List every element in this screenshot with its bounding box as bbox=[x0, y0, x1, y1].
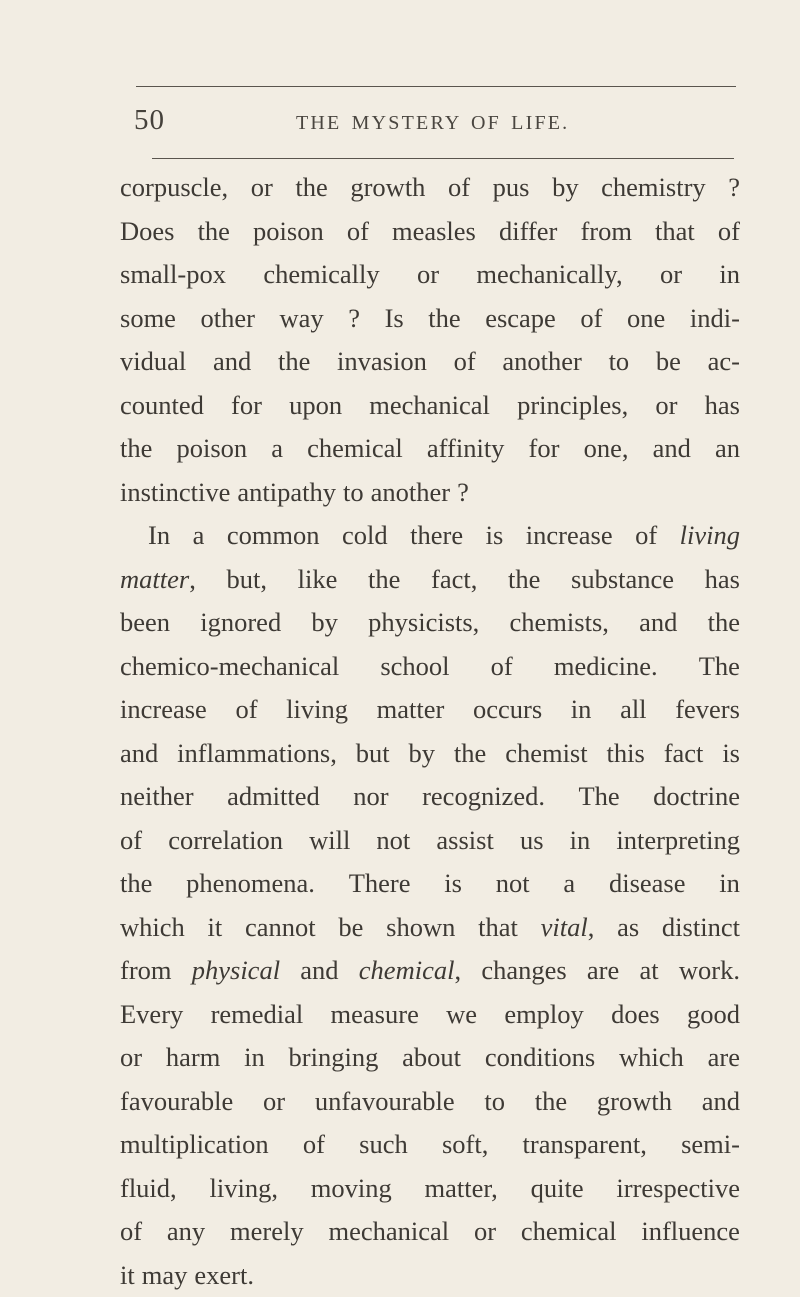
word: chemico-mechanical bbox=[120, 645, 339, 689]
word: chemically bbox=[263, 253, 379, 297]
text-line bbox=[120, 1210, 740, 1254]
word: and bbox=[653, 427, 691, 471]
word: moving bbox=[311, 1167, 392, 1211]
word: been bbox=[120, 601, 170, 645]
word: which bbox=[619, 1036, 684, 1080]
word: upon bbox=[289, 384, 342, 428]
text-line bbox=[120, 253, 740, 297]
word: irrespective bbox=[616, 1167, 740, 1211]
text-line bbox=[120, 1036, 740, 1080]
word: distinct bbox=[662, 906, 740, 950]
word: ignored bbox=[200, 601, 281, 645]
text-line bbox=[120, 906, 740, 950]
word: fevers bbox=[675, 688, 740, 732]
word: of bbox=[347, 210, 369, 254]
word: matter, bbox=[120, 558, 196, 602]
word: fluid, bbox=[120, 1167, 177, 1211]
text-line bbox=[120, 1080, 740, 1124]
word: all bbox=[620, 688, 647, 732]
word: by bbox=[311, 601, 338, 645]
word: substance bbox=[571, 558, 674, 602]
word: The bbox=[578, 775, 619, 819]
word: escape bbox=[485, 297, 556, 341]
text-line bbox=[120, 1254, 740, 1297]
word: matter bbox=[377, 688, 445, 732]
word: a bbox=[193, 514, 205, 558]
word: recognized. bbox=[422, 775, 545, 819]
word: doctrine bbox=[653, 775, 740, 819]
word: principles, bbox=[517, 384, 628, 428]
word: in bbox=[719, 253, 740, 297]
text-line bbox=[120, 384, 740, 428]
word: of bbox=[120, 1210, 142, 1254]
word: but bbox=[356, 732, 390, 776]
word: correlation bbox=[168, 819, 283, 863]
word: or bbox=[263, 1080, 285, 1124]
word: chemical bbox=[521, 1210, 617, 1254]
word: chemical bbox=[359, 955, 455, 985]
word: and bbox=[120, 732, 158, 776]
word: or bbox=[474, 1210, 496, 1254]
word: matter, bbox=[425, 1167, 498, 1211]
header-rule bbox=[152, 158, 734, 159]
word: fact bbox=[664, 732, 704, 776]
word: the bbox=[295, 166, 327, 210]
text-line bbox=[120, 819, 740, 863]
word: bringing bbox=[289, 1036, 379, 1080]
top-rule bbox=[136, 86, 736, 87]
word: chemical bbox=[307, 427, 403, 471]
word: the bbox=[120, 427, 152, 471]
word: disease bbox=[609, 862, 686, 906]
word: conditions bbox=[485, 1036, 595, 1080]
word: a bbox=[271, 427, 283, 471]
word: about bbox=[402, 1036, 461, 1080]
word: the bbox=[368, 558, 400, 602]
word: medicine. bbox=[554, 645, 658, 689]
word: of bbox=[303, 1123, 325, 1167]
word: instinctive bbox=[120, 471, 230, 515]
word: growth bbox=[350, 166, 425, 210]
word: vidual bbox=[120, 340, 186, 384]
word: are bbox=[708, 1036, 740, 1080]
word: in bbox=[570, 819, 591, 863]
word: semi- bbox=[681, 1123, 740, 1167]
word: us bbox=[520, 819, 544, 863]
word: is bbox=[722, 732, 740, 776]
word: be bbox=[656, 340, 681, 384]
word: ac- bbox=[708, 340, 740, 384]
word: for bbox=[231, 384, 262, 428]
word: unfavourable bbox=[315, 1080, 455, 1124]
word: has bbox=[705, 558, 740, 602]
word: There bbox=[349, 862, 411, 906]
word: mechanical bbox=[369, 384, 490, 428]
text-line bbox=[120, 645, 740, 689]
word: in bbox=[244, 1036, 265, 1080]
word: by bbox=[552, 166, 579, 210]
word: of bbox=[491, 645, 513, 689]
word: pus bbox=[493, 166, 530, 210]
word: the bbox=[428, 297, 460, 341]
word: indi- bbox=[690, 297, 740, 341]
page-number: 50 bbox=[134, 104, 165, 137]
word: living bbox=[286, 688, 348, 732]
word: favourable bbox=[120, 1080, 233, 1124]
word: does bbox=[611, 993, 660, 1037]
word: increase bbox=[526, 514, 613, 558]
word: Every bbox=[120, 993, 183, 1037]
word: affinity bbox=[427, 427, 505, 471]
word: to bbox=[484, 1080, 505, 1124]
word: and bbox=[702, 1080, 740, 1124]
text-line bbox=[120, 297, 740, 341]
word: fact, bbox=[431, 558, 477, 602]
text-line bbox=[120, 514, 740, 558]
text-line bbox=[120, 340, 740, 384]
word: an bbox=[715, 427, 740, 471]
word: of bbox=[718, 210, 740, 254]
word: not bbox=[376, 819, 410, 863]
word: we bbox=[446, 993, 477, 1037]
word: work. bbox=[679, 949, 740, 993]
word: small-pox bbox=[120, 253, 226, 297]
word: chemist bbox=[505, 732, 587, 776]
word: will bbox=[309, 819, 350, 863]
word: antipathy bbox=[237, 471, 336, 515]
word: the bbox=[278, 340, 310, 384]
word: may bbox=[142, 1254, 188, 1297]
word: one bbox=[627, 297, 665, 341]
word: the bbox=[198, 210, 230, 254]
word: to bbox=[609, 340, 630, 384]
word: or bbox=[417, 253, 439, 297]
text-line bbox=[120, 1123, 740, 1167]
text-line bbox=[120, 1167, 740, 1211]
word: mechanical bbox=[328, 1210, 449, 1254]
word: ? bbox=[728, 166, 740, 210]
word: Does bbox=[120, 210, 174, 254]
text-line bbox=[120, 166, 740, 210]
word: which bbox=[120, 906, 185, 950]
word: In bbox=[148, 514, 170, 558]
word: increase bbox=[120, 688, 207, 732]
text-line bbox=[120, 993, 740, 1037]
word: occurs bbox=[473, 688, 542, 732]
text-line bbox=[120, 558, 740, 602]
word: chemistry bbox=[601, 166, 706, 210]
word: are bbox=[587, 949, 619, 993]
word: measles bbox=[392, 210, 476, 254]
word: the bbox=[454, 732, 486, 776]
word: poison bbox=[176, 427, 247, 471]
word: or bbox=[655, 384, 677, 428]
text-line bbox=[120, 775, 740, 819]
word: a bbox=[563, 862, 575, 906]
word: the bbox=[120, 862, 152, 906]
word: The bbox=[699, 645, 740, 689]
word: corpuscle, bbox=[120, 166, 228, 210]
word: as bbox=[617, 906, 639, 950]
word: ? bbox=[348, 297, 360, 341]
word: in bbox=[719, 862, 740, 906]
word: it bbox=[120, 1254, 135, 1297]
word: and bbox=[639, 601, 677, 645]
word: be bbox=[338, 906, 363, 950]
word: phenomena. bbox=[186, 862, 315, 906]
text-line bbox=[120, 862, 740, 906]
word: remedial bbox=[211, 993, 304, 1037]
word: living bbox=[680, 514, 740, 558]
word: school bbox=[380, 645, 449, 689]
word: ? bbox=[457, 471, 469, 515]
text-line bbox=[120, 601, 740, 645]
word: some bbox=[120, 297, 176, 341]
word: cannot bbox=[245, 906, 316, 950]
word: the bbox=[708, 601, 740, 645]
word: matter bbox=[120, 564, 189, 594]
running-head: THE MYSTERY OF LIFE. bbox=[296, 112, 569, 135]
word: differ bbox=[499, 210, 557, 254]
word: transparent, bbox=[523, 1123, 647, 1167]
text-line bbox=[120, 949, 740, 993]
text-line bbox=[120, 688, 740, 732]
word: like bbox=[298, 558, 338, 602]
word: of bbox=[580, 297, 602, 341]
word: and bbox=[213, 340, 251, 384]
text-line bbox=[120, 471, 740, 515]
word: measure bbox=[331, 993, 419, 1037]
word: other bbox=[201, 297, 255, 341]
word: interpreting bbox=[616, 819, 740, 863]
word: one, bbox=[584, 427, 629, 471]
word: of bbox=[235, 688, 257, 732]
word: from bbox=[580, 210, 632, 254]
word: employ bbox=[504, 993, 584, 1037]
word: such bbox=[359, 1123, 408, 1167]
word: neither bbox=[120, 775, 194, 819]
word: nor bbox=[353, 775, 388, 819]
body-text bbox=[120, 166, 740, 1297]
word: vital, bbox=[541, 906, 595, 950]
word: cold bbox=[342, 514, 388, 558]
word: inflammations, bbox=[177, 732, 337, 776]
text-line bbox=[120, 427, 740, 471]
word: physical bbox=[192, 949, 280, 993]
word: exert. bbox=[194, 1254, 254, 1297]
word: changes bbox=[481, 949, 566, 993]
word: is bbox=[444, 862, 462, 906]
word: mechanically, bbox=[476, 253, 622, 297]
word: growth bbox=[597, 1080, 672, 1124]
word: physicists, bbox=[368, 601, 479, 645]
word: from bbox=[120, 949, 172, 993]
word: another bbox=[371, 471, 450, 515]
word: of bbox=[635, 514, 657, 558]
word: at bbox=[640, 949, 659, 993]
word: chemists, bbox=[510, 601, 609, 645]
word: for bbox=[529, 427, 560, 471]
word: has bbox=[705, 384, 740, 428]
word: multiplication bbox=[120, 1123, 269, 1167]
word: harm bbox=[166, 1036, 220, 1080]
word: to bbox=[343, 471, 364, 515]
word: counted bbox=[120, 384, 204, 428]
word: the bbox=[508, 558, 540, 602]
word: there bbox=[410, 514, 463, 558]
word: but, bbox=[226, 558, 267, 602]
word: or bbox=[251, 166, 273, 210]
word: assist bbox=[436, 819, 493, 863]
word: vital bbox=[541, 912, 588, 942]
word: is bbox=[486, 514, 504, 558]
word: common bbox=[227, 514, 320, 558]
text-line bbox=[120, 732, 740, 776]
word: or bbox=[660, 253, 682, 297]
word: influence bbox=[641, 1210, 740, 1254]
word: not bbox=[496, 862, 530, 906]
word: way bbox=[280, 297, 324, 341]
word: good bbox=[687, 993, 740, 1037]
text-line bbox=[120, 210, 740, 254]
word: of bbox=[454, 340, 476, 384]
word: admitted bbox=[227, 775, 320, 819]
word: in bbox=[571, 688, 592, 732]
word: or bbox=[120, 1036, 142, 1080]
word: and bbox=[300, 949, 338, 993]
word: this bbox=[607, 732, 645, 776]
word: chemical, bbox=[359, 949, 461, 993]
word: of bbox=[448, 166, 470, 210]
word: of bbox=[120, 819, 142, 863]
word: that bbox=[655, 210, 695, 254]
word: it bbox=[208, 906, 223, 950]
word: the bbox=[535, 1080, 567, 1124]
word: that bbox=[478, 906, 518, 950]
word: by bbox=[409, 732, 436, 776]
word: any bbox=[167, 1210, 205, 1254]
word: living, bbox=[209, 1167, 277, 1211]
word: another bbox=[502, 340, 581, 384]
word: Is bbox=[385, 297, 404, 341]
word: quite bbox=[531, 1167, 584, 1211]
word: poison bbox=[253, 210, 324, 254]
word: invasion bbox=[337, 340, 427, 384]
word: merely bbox=[230, 1210, 304, 1254]
word: soft, bbox=[442, 1123, 488, 1167]
word: shown bbox=[386, 906, 455, 950]
